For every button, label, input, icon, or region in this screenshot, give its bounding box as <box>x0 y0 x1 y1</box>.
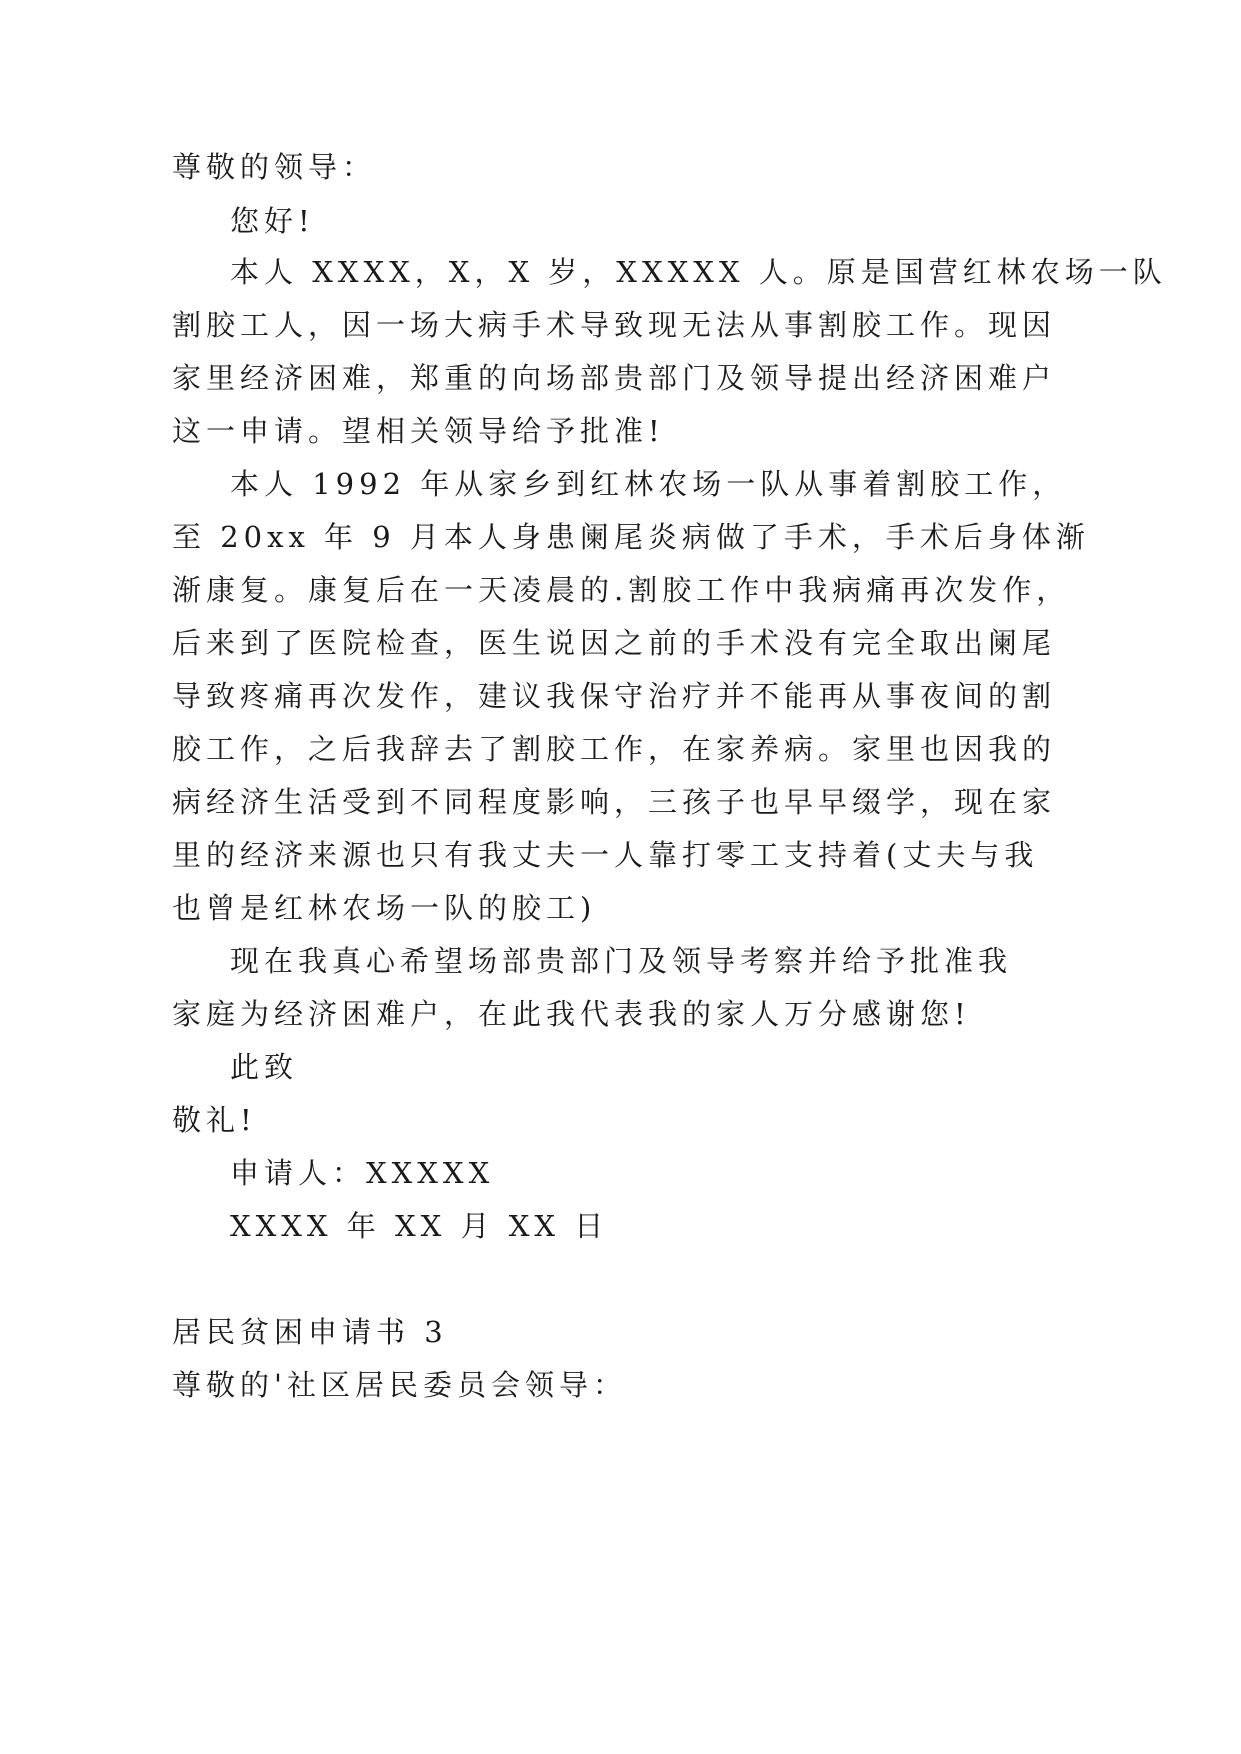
paragraph-line: 渐康复。康复后在一天凌晨的.割胶工作中我病痛再次发作， <box>172 573 1071 607</box>
greeting: 您好! <box>230 204 315 238</box>
paragraph-line: 也曾是红林农场一队的胶工) <box>172 891 597 925</box>
closing-salute: 敬礼! <box>172 1103 257 1137</box>
paragraph-line: 家里经济困难，郑重的向场部贵部门及领导提出经济困难户 <box>172 361 1057 395</box>
section-title: 居民贫困申请书 3 <box>172 1315 448 1349</box>
paragraph-line: 现在我真心希望场部贵部门及领导考察并给予批准我 <box>230 944 1013 978</box>
paragraph-line: 后来到了医院检查，医生说因之前的手术没有完全取出阑尾 <box>172 626 1057 660</box>
letter-date: XXXX 年 XX 月 XX 日 <box>230 1209 609 1243</box>
paragraph-line: 本人 1992 年从家乡到红林农场一队从事着割胶工作， <box>230 467 1067 501</box>
paragraph-line: 本人 XXXX，X，X 岁，XXXXX 人。原是国营红林农场一队 <box>230 255 1167 289</box>
salutation: 尊敬的领导： <box>172 150 377 184</box>
paragraph-line: 割胶工人，因一场大病手术导致现无法从事割胶工作。现因 <box>172 308 1057 342</box>
paragraph-line: 胶工作，之后我辞去了割胶工作，在家养病。家里也因我的 <box>172 732 1057 766</box>
applicant-signature: 申请人：XXXXX <box>230 1156 495 1190</box>
paragraph-line: 里的经济来源也只有我丈夫一人靠打零工支持着(丈夫与我 <box>172 838 1039 872</box>
paragraph-line: 导致疼痛再次发作，建议我保守治疗并不能再从事夜间的割 <box>172 679 1057 713</box>
paragraph-line: 家庭为经济困难户，在此我代表我的家人万分感谢您! <box>172 997 971 1031</box>
salutation-2: 尊敬的'社区居民委员会领导： <box>172 1368 627 1402</box>
paragraph-line: 至 20xx 年 9 月本人身患阑尾炎病做了手术，手术后身体渐 <box>172 520 1090 554</box>
closing-phrase: 此致 <box>230 1050 299 1084</box>
paragraph-line: 这一申请。望相关领导给予批准! <box>172 414 665 448</box>
paragraph-line: 病经济生活受到不同程度影响，三孩子也早早缀学，现在家 <box>172 785 1057 819</box>
